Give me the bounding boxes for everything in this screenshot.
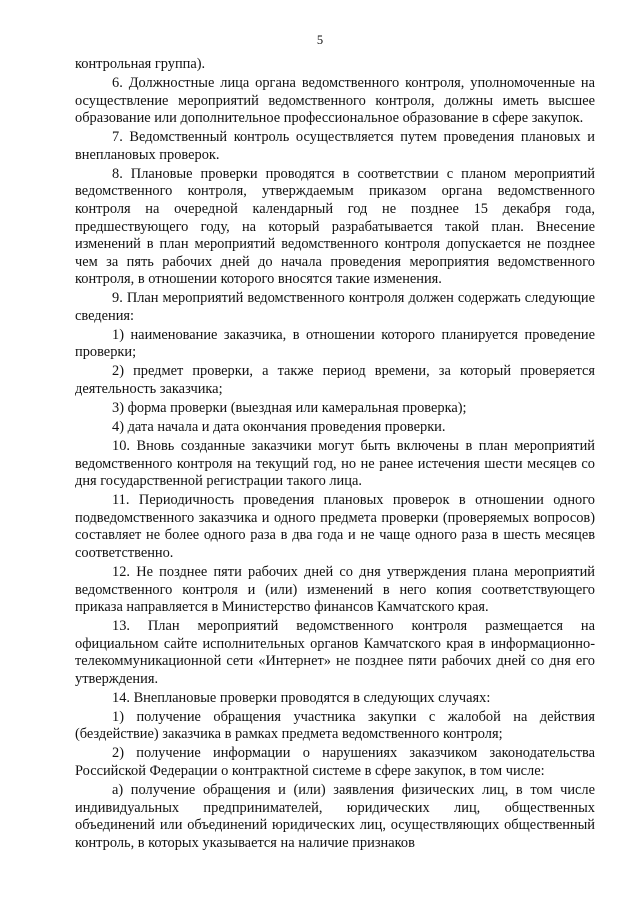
paragraph-7: 7. Ведомственный контроль осуществляется путем проведения плановых и внеплановых проверок. [75, 129, 595, 163]
document-body [75, 56, 595, 854]
page-number: 5 [316, 33, 324, 47]
paragraph-9-item-1: 1) наименование заказчика, в отношении которого планируется проведение проверки; [75, 326, 595, 361]
paragraph-continuation: контрольная группа). [75, 56, 206, 72]
paragraph-8: 8. Плановые проверки проводятся в соответствии с планом мероприятий ведомственного контроля, утверждаемым приказом органа ведомственного контроля на очередной календарный год не позднее 15 декабря года, предшествующего году, на который разрабатывается такой план. Внесение изменений в план мероприятий ведомственного контроля допускается не позднее чем за пять рабочих дней до начала проведения мероприятия ведомственного контроля, в отношении которого вносятся такие изменения. [75, 165, 595, 288]
paragraph-14: 14. Внеплановые проверки проводятся в следующих случаях: [112, 689, 491, 706]
paragraph-9: 9. План мероприятий ведомственного контроля должен содержать следующие сведения: [75, 290, 595, 324]
paragraph-14-item-2: 2) получение информации о нарушениях заказчиком законодательства Российской Федерации о контрактной системе в сфере закупок, в том числе: [75, 745, 595, 780]
paragraph-9-item-4: 4) дата начала и дата окончания проведения проверки. [112, 419, 446, 435]
paragraph-9-item-2: 2) предмет проверки, а также период времени, за который проверяется деятельность заказчика; [75, 363, 595, 398]
paragraph-13: 13. План мероприятий ведомственного контроля размещается на официальном сайте исполнительных органов Камчатского края в информационно-телекоммуникационной сети «Интернет» не позднее пяти рабочих дней со дня его утверждения. [75, 618, 595, 687]
paragraph-9-item-3: 3) форма проверки (выездная или камеральная проверка); [112, 400, 467, 417]
paragraph-10: 10. Вновь созданные заказчики могут быть включены в план мероприятий ведомственного контроля на текущий год, но не ранее истечения шести месяцев со дня государственной регистрации такого лица. [75, 437, 595, 490]
paragraph-6: 6. Должностные лица органа ведомственного контроля, уполномоченные на осуществление мероприятий ведомственного контроля, должны иметь высшее образование или дополнительное профессиональное образование в сфере закупок. [75, 74, 595, 127]
paragraph-14-item-1: 1) получение обращения участника закупки с жалобой на действия (бездействие) заказчика в рамках предмета ведомственного контроля; [75, 708, 595, 743]
paragraph-14-item-2a: а) получение обращения и (или) заявления физических лиц, в том числе индивидуальных предпринимателей, юридических лиц, общественных объединений или объединений юридических лиц, осуществляющих общественный контроль, в которых указывается на наличие признаков [75, 782, 595, 851]
paragraph-12: 12. Не позднее пяти рабочих дней со дня утверждения плана мероприятий ведомственного контроля и (или) изменений в него копия соответствующего приказа направляется в Министерство финансов Камчатского края. [75, 563, 595, 616]
paragraph-11: 11. Периодичность проведения плановых проверок в отношении одного подведомственного заказчика и одного предмета проверки (проверяемых вопросов) составляет не более одного раза в два года и не чаще одного раза в шесть месяцев соответственно. [75, 492, 595, 561]
